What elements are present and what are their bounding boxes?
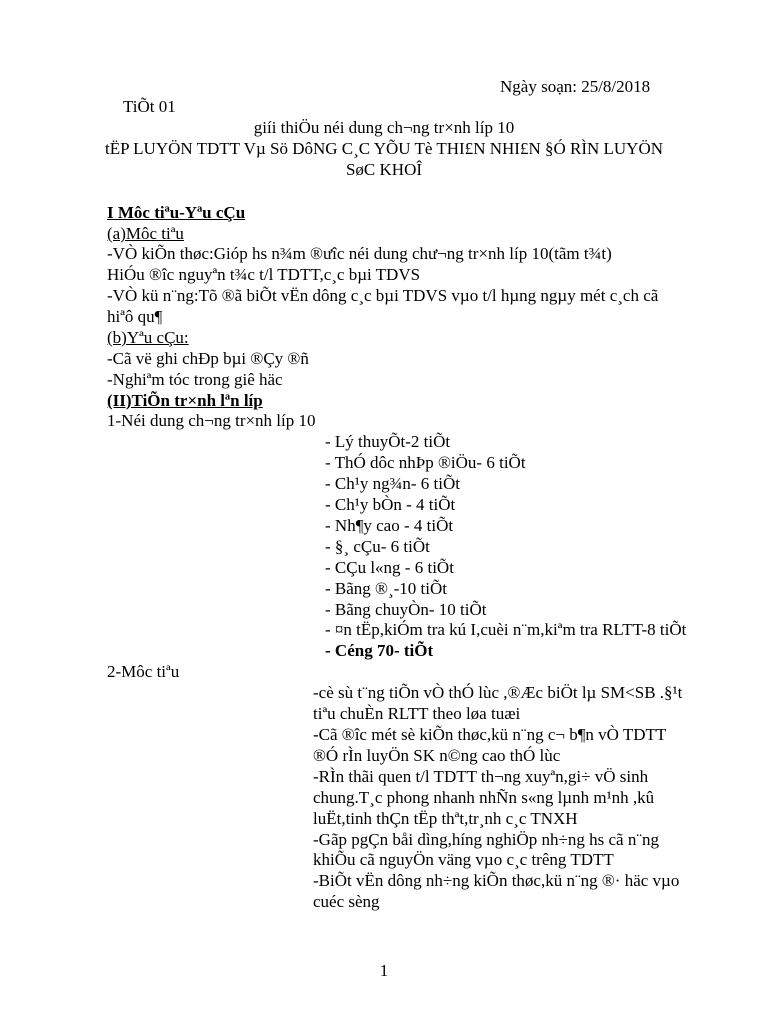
curriculum-item: - Lý thuyÕt-2 tiÕt	[325, 432, 451, 451]
requirement-item: -Nghiªm tóc trong giê häc	[107, 370, 283, 389]
page-number: 1	[379, 961, 389, 980]
title-line-2: tËP LUYÖN TDTT Vµ Sö DôNG C¸C YÕU Tè THI£N NHI£N §Ó RÌN LUYÖN	[104, 139, 664, 158]
curriculum-item: - Nh¶y cao - 4 tiÕt	[325, 516, 454, 535]
curriculum-total: - Céng 70- tiÕt	[325, 641, 434, 660]
curriculum-item: - Ch¹y ng¾n- 6 tiÕt	[325, 474, 460, 493]
skills-paragraph: -VÒ kü n¨ng:Tõ ®ã biÕt vËn dông c¸c bµi TDVS vµo t/l hµng ngµy mét c¸ch cã	[107, 286, 659, 305]
knowledge-paragraph: -VÒ kiÕn thøc:Gióp hs n¾m ®ưîc néi dung chư¬ng tr×nh líp 10(tãm t¾t)	[107, 244, 612, 263]
subsection-a-heading: (a)Môc tiªu	[107, 224, 184, 243]
part-2-title: 2-Môc tiªu	[107, 662, 180, 681]
section-1-heading: I Môc tiªu-Yªu cÇu	[107, 203, 246, 222]
part-1-title: 1-Néi dung ch¬ng tr×nh líp 10	[107, 411, 316, 430]
date-line: Ngày soạn: 25/8/2018	[500, 77, 651, 96]
objective-line: chung.T¸c phong nhanh nhÑn s«ng lµnh m¹nh ,kû	[313, 788, 655, 807]
objective-line: ®Ó rÌn luyÖn SK n©ng cao thÓ lùc	[313, 746, 561, 765]
curriculum-item: - Bãng ®¸-10 tiÕt	[325, 579, 447, 598]
objective-line: -BiÕt vËn dông nh÷ng kiÕn thøc,kü n¨ng ®· häc vµo	[313, 871, 680, 890]
curriculum-item: - §¸ cÇu- 6 tiÕt	[325, 537, 430, 556]
objective-line: -Cã ®îc mét sè kiÕn thøc,kü n¨ng c¬ b¶n vÒ TDTT	[313, 725, 667, 744]
subsection-b-heading: (b)Yªu cÇu:	[107, 328, 189, 347]
requirement-item: -Cã vë ghi chÐp bµi ®Çy ®ñ	[107, 349, 309, 368]
objective-line: -Gãp pgÇn båi dìng,híng nghiÖp nh÷ng hs cã n¨ng	[313, 830, 659, 849]
objective-line: -cè sù t¨ng tiÕn vÒ thÓ lùc ,®Æc biÖt lµ SM<SB .§¹t	[313, 683, 683, 702]
objective-line: khiÕu cã nguyÖn väng vµo c¸c trêng TDTT	[313, 850, 614, 869]
curriculum-item: - ThÓ dôc nhÞp ®iÖu- 6 tiÕt	[325, 453, 526, 472]
section-2-heading: (II)TiÕn tr×nh lªn líp	[107, 391, 263, 410]
objective-line: cuéc sèng	[313, 892, 380, 911]
curriculum-item: - ¤n tËp,kiÓm tra kú I,cuèi n¨m,kiªm tra RLTT-8 tiÕt	[325, 620, 687, 639]
title-line-1: giíi thiÖu néi dung ch¬ng tr×nh líp 10	[253, 118, 515, 137]
curriculum-item: - Ch¹y bÒn - 4 tiÕt	[325, 495, 456, 514]
objective-line: -RÌn thãi quen t/l TDTT th¬ng xuyªn,gi÷ vÖ sinh	[313, 767, 649, 786]
lesson-number: TiÕt 01	[123, 97, 176, 116]
knowledge-paragraph-cont: HiÓu ®îc nguyªn t¾c t/l TDTT,c¸c bµi TDVS	[107, 265, 421, 284]
curriculum-item: - CÇu l«ng - 6 tiÕt	[325, 558, 454, 577]
title-line-3: SøC KHOÎ	[345, 160, 423, 179]
objective-line: tiªu chuÈn RLTT theo løa tuæi	[313, 704, 521, 723]
curriculum-item: - Bãng chuyÒn- 10 tiÕt	[325, 600, 487, 619]
skills-paragraph-cont: hiªô qu¶	[107, 307, 163, 326]
objective-line: luËt,tinh thÇn tËp thªt,tr¸nh c¸c TNXH	[313, 809, 578, 828]
